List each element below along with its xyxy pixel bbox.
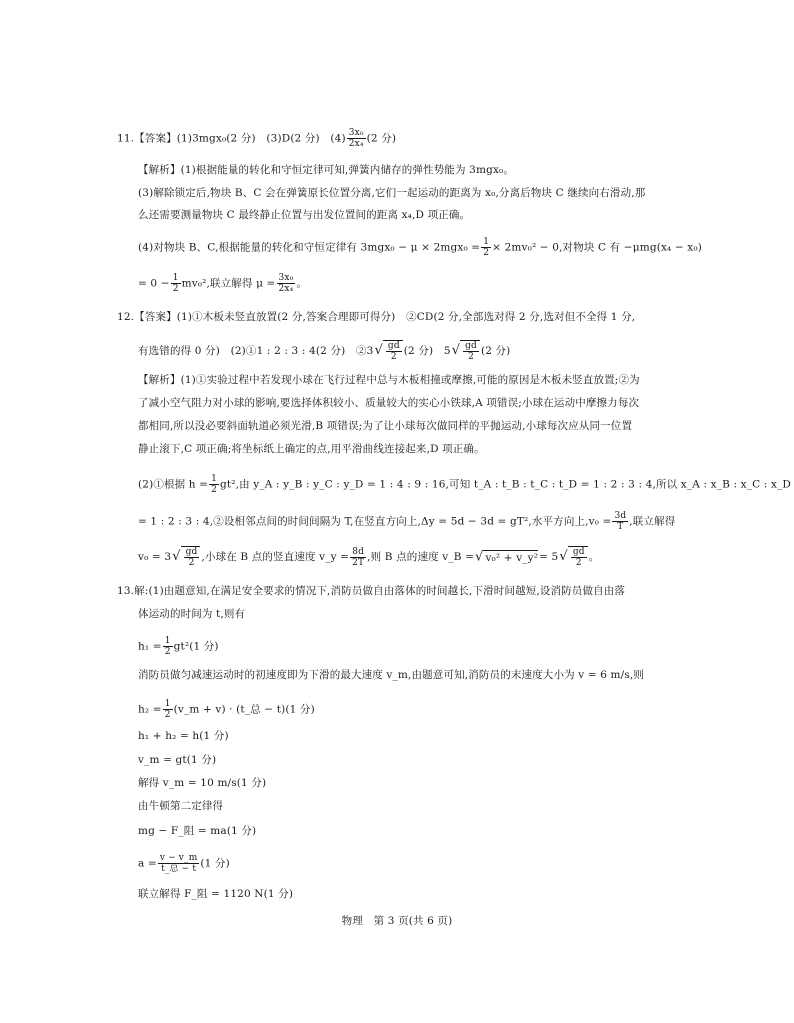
denominator: 2 [188,558,195,568]
text: = 1 : 2 : 3 : 4,②设相邻点间的时间间隔为 T,在竖直方向上,Δy = 5d − 3d = gT²,水平方向上,v₀ = [138,515,612,528]
q11-analysis-2: (3)解除锁定后,物块 B、C 会在弹簧原长位置分离,它们一起运动的距离为 x₀,分离后物块 C 继续向右滑动,那 [138,187,646,199]
denominator: 2 [172,284,179,294]
numerator: 1 [164,699,171,709]
fraction-8d-over-2T [350,547,366,568]
text: mv₀²,联立解得 μ = [181,277,276,290]
root-sign: √ [451,343,461,358]
root-sign: √ [559,549,568,564]
q11-answer-line [117,128,396,149]
q13-solution-3: 消防员做匀减速运动时的初速度即为下滑的最大速度 v_m,由题意可知,消防员的末速度大小为 v = 6 m/s,则 [138,669,645,681]
fraction-3x0-over-2x4 [277,273,296,294]
q13-result-vm: 解得 v_m = 10 m/s(1 分) [138,777,267,789]
radical-gd-over-2 [374,340,402,362]
text: 。 [296,277,308,290]
denominator: 2 [575,558,582,568]
text: (v_m + v) · (t_总 − t)(1 分) [173,703,315,716]
q13-solution-1: 13.解:(1)由题意知,在满足安全要求的情况下,消防员做自由落体的时间越长,下滑时间越短,设消防员做自由落 [117,585,626,597]
page-footer: 物理 第 3 页(共 6 页) [341,915,453,927]
radicand-fraction [463,341,479,362]
q13-newton-label: 由牛顿第二定律得 [138,800,224,812]
numerator: 3x₀ [278,273,294,283]
text: (1 分) [200,857,230,870]
fraction-acceleration [158,853,200,874]
denominator: 2 [211,485,217,495]
denominator: 2x₄ [278,284,294,294]
text: a = [138,857,157,870]
numerator: gd [572,547,585,557]
text: (2 分) [480,345,511,357]
radicand-fraction [184,547,200,568]
q11-analysis-5 [138,273,307,294]
numerator: 1 [172,273,179,283]
q13-result-force: 联立解得 F_阻 = 1120 N(1 分) [138,888,294,900]
radical-gd-over-2 [172,546,200,568]
q13-eq-h2 [138,699,315,720]
q12-analysis-5 [138,474,791,495]
radical-gd-over-2 [452,340,480,362]
radical-gd-over-2 [559,546,587,568]
q12-answer-line-1: 12.【答案】(1)①木板未竖直放置(2 分,答案合理即可得分) ②CD(2 分,全部选对得 2 分,选对但不全得 1 分, [117,311,636,323]
denominator: 2 [468,352,474,362]
text: ,小球在 B 点的竖直速度 v_y = [201,551,350,563]
q11-analysis-4 [138,237,702,258]
denominator: 2x₄ [348,139,364,149]
fraction-half [171,273,181,294]
text: ,联立解得 [629,515,676,528]
text: h₂ = [138,703,162,716]
text: 11.【答案】(1)3mgx₀(2 分) (3)D(2 分) (4) [117,132,346,145]
numerator: gd [185,547,198,557]
q12-analysis-4: 静止滚下,C 项正确;将坐标纸上确定的点,用平滑曲线连接起来,D 项正确。 [138,443,485,455]
q12-analysis-2: 了减小空气阻力对小球的影响,要选择体积较小、质量较大的实心小铁球,A 项错误;小球在运动中摩擦力每次 [138,397,640,409]
text: gt²(1 分) [173,640,219,653]
q13-eq-force: mg − F_阻 = ma(1 分) [138,825,257,837]
text: × 2mv₀² − 0,对物块 C 有 −μmg(x₄ − x₀) [492,241,702,254]
fraction-half [209,474,219,495]
denominator: 2 [390,352,397,362]
radicand-fraction [571,547,587,568]
q13-eq-h1 [138,636,219,657]
q13-solution-2: 体运动的时间为 t,则有 [138,608,246,620]
numerator: gd [465,341,477,351]
radical-velocity [475,550,538,565]
q12-answer-line-2 [138,340,510,362]
fraction-3d-over-T [612,511,628,532]
denominator: 2 [164,647,171,657]
text: v₀ = 3 [138,551,172,563]
q12-analysis-3: 都相同,所以没必要斜面轨道必须光滑,B 项错误;为了让小球每次做同样的平抛运动,小球每次应从同一位置 [138,420,633,432]
fraction-half [163,636,173,657]
denominator: 2T [352,557,365,568]
text: 。 [588,551,600,563]
fraction-half [163,699,173,720]
q11-analysis-3: 么还需要测量物块 C 最终静止位置与出发位置间的距离 x₄,D 项正确。 [138,209,471,221]
numerator: 3x₀ [348,128,364,138]
text: (2 分) [366,132,397,145]
numerator: 1 [164,636,171,646]
denominator: 2 [164,710,171,720]
q11-analysis-1: 【解析】(1)根据能量的转化和守恒定律可知,弹簧内储存的弹性势能为 3mgx₀。 [138,164,515,176]
q12-analysis-6 [138,511,675,532]
text: (4)对物块 B、C,根据能量的转化和守恒定律有 3mgx₀ − μ × 2mgx₀ = [138,241,481,254]
q12-analysis-1: 【解析】(1)①实验过程中若发现小球在飞行过程中总与木板相撞或摩擦,可能的原因是木板未竖直放置;②为 [138,374,640,386]
radicand: v₀² + v_y² [485,551,539,564]
text: = 0 − [138,277,170,290]
text: 有选错的得 0 分) (2)①1 : 2 : 3 : 4(2 分) ②3 [138,345,374,357]
denominator: T [617,522,624,532]
numerator: 1 [211,474,217,484]
q13-eq-vm: v_m = gt(1 分) [138,754,217,766]
q13-eq-sum: h₁ + h₂ = h(1 分) [138,730,229,742]
root-sign: √ [172,549,181,564]
numerator: 8d [352,546,365,557]
text: ,则 B 点的速度 v_B = [367,551,475,563]
numerator: gd [387,341,400,351]
text: (2 分) 5 [403,345,451,357]
q13-eq-a [138,853,230,874]
text: gt²,由 y_A : y_B : y_C : y_D = 1 : 4 : 9 : 16,可知 t_A : t_B : t_C : t_D = 1 : 2 : 3 : 4,所以 x_A : x_B : x_C : x_D [220,478,791,491]
fraction-half [481,237,491,258]
text: (2)①根据 h = [138,478,209,491]
numerator: 1 [483,237,490,247]
denominator: t_总 − t [161,864,197,874]
radicand-fraction [386,341,402,362]
text: = 5 [539,551,559,563]
fraction-3x0-over-2x4 [347,128,366,149]
root-sign: √ [475,549,484,564]
q12-analysis-7 [138,546,599,568]
text: h₁ = [138,640,162,653]
root-sign: √ [374,343,383,358]
denominator: 2 [483,248,490,258]
numerator: 3d [614,511,627,521]
numerator: v − v_m [159,853,198,863]
